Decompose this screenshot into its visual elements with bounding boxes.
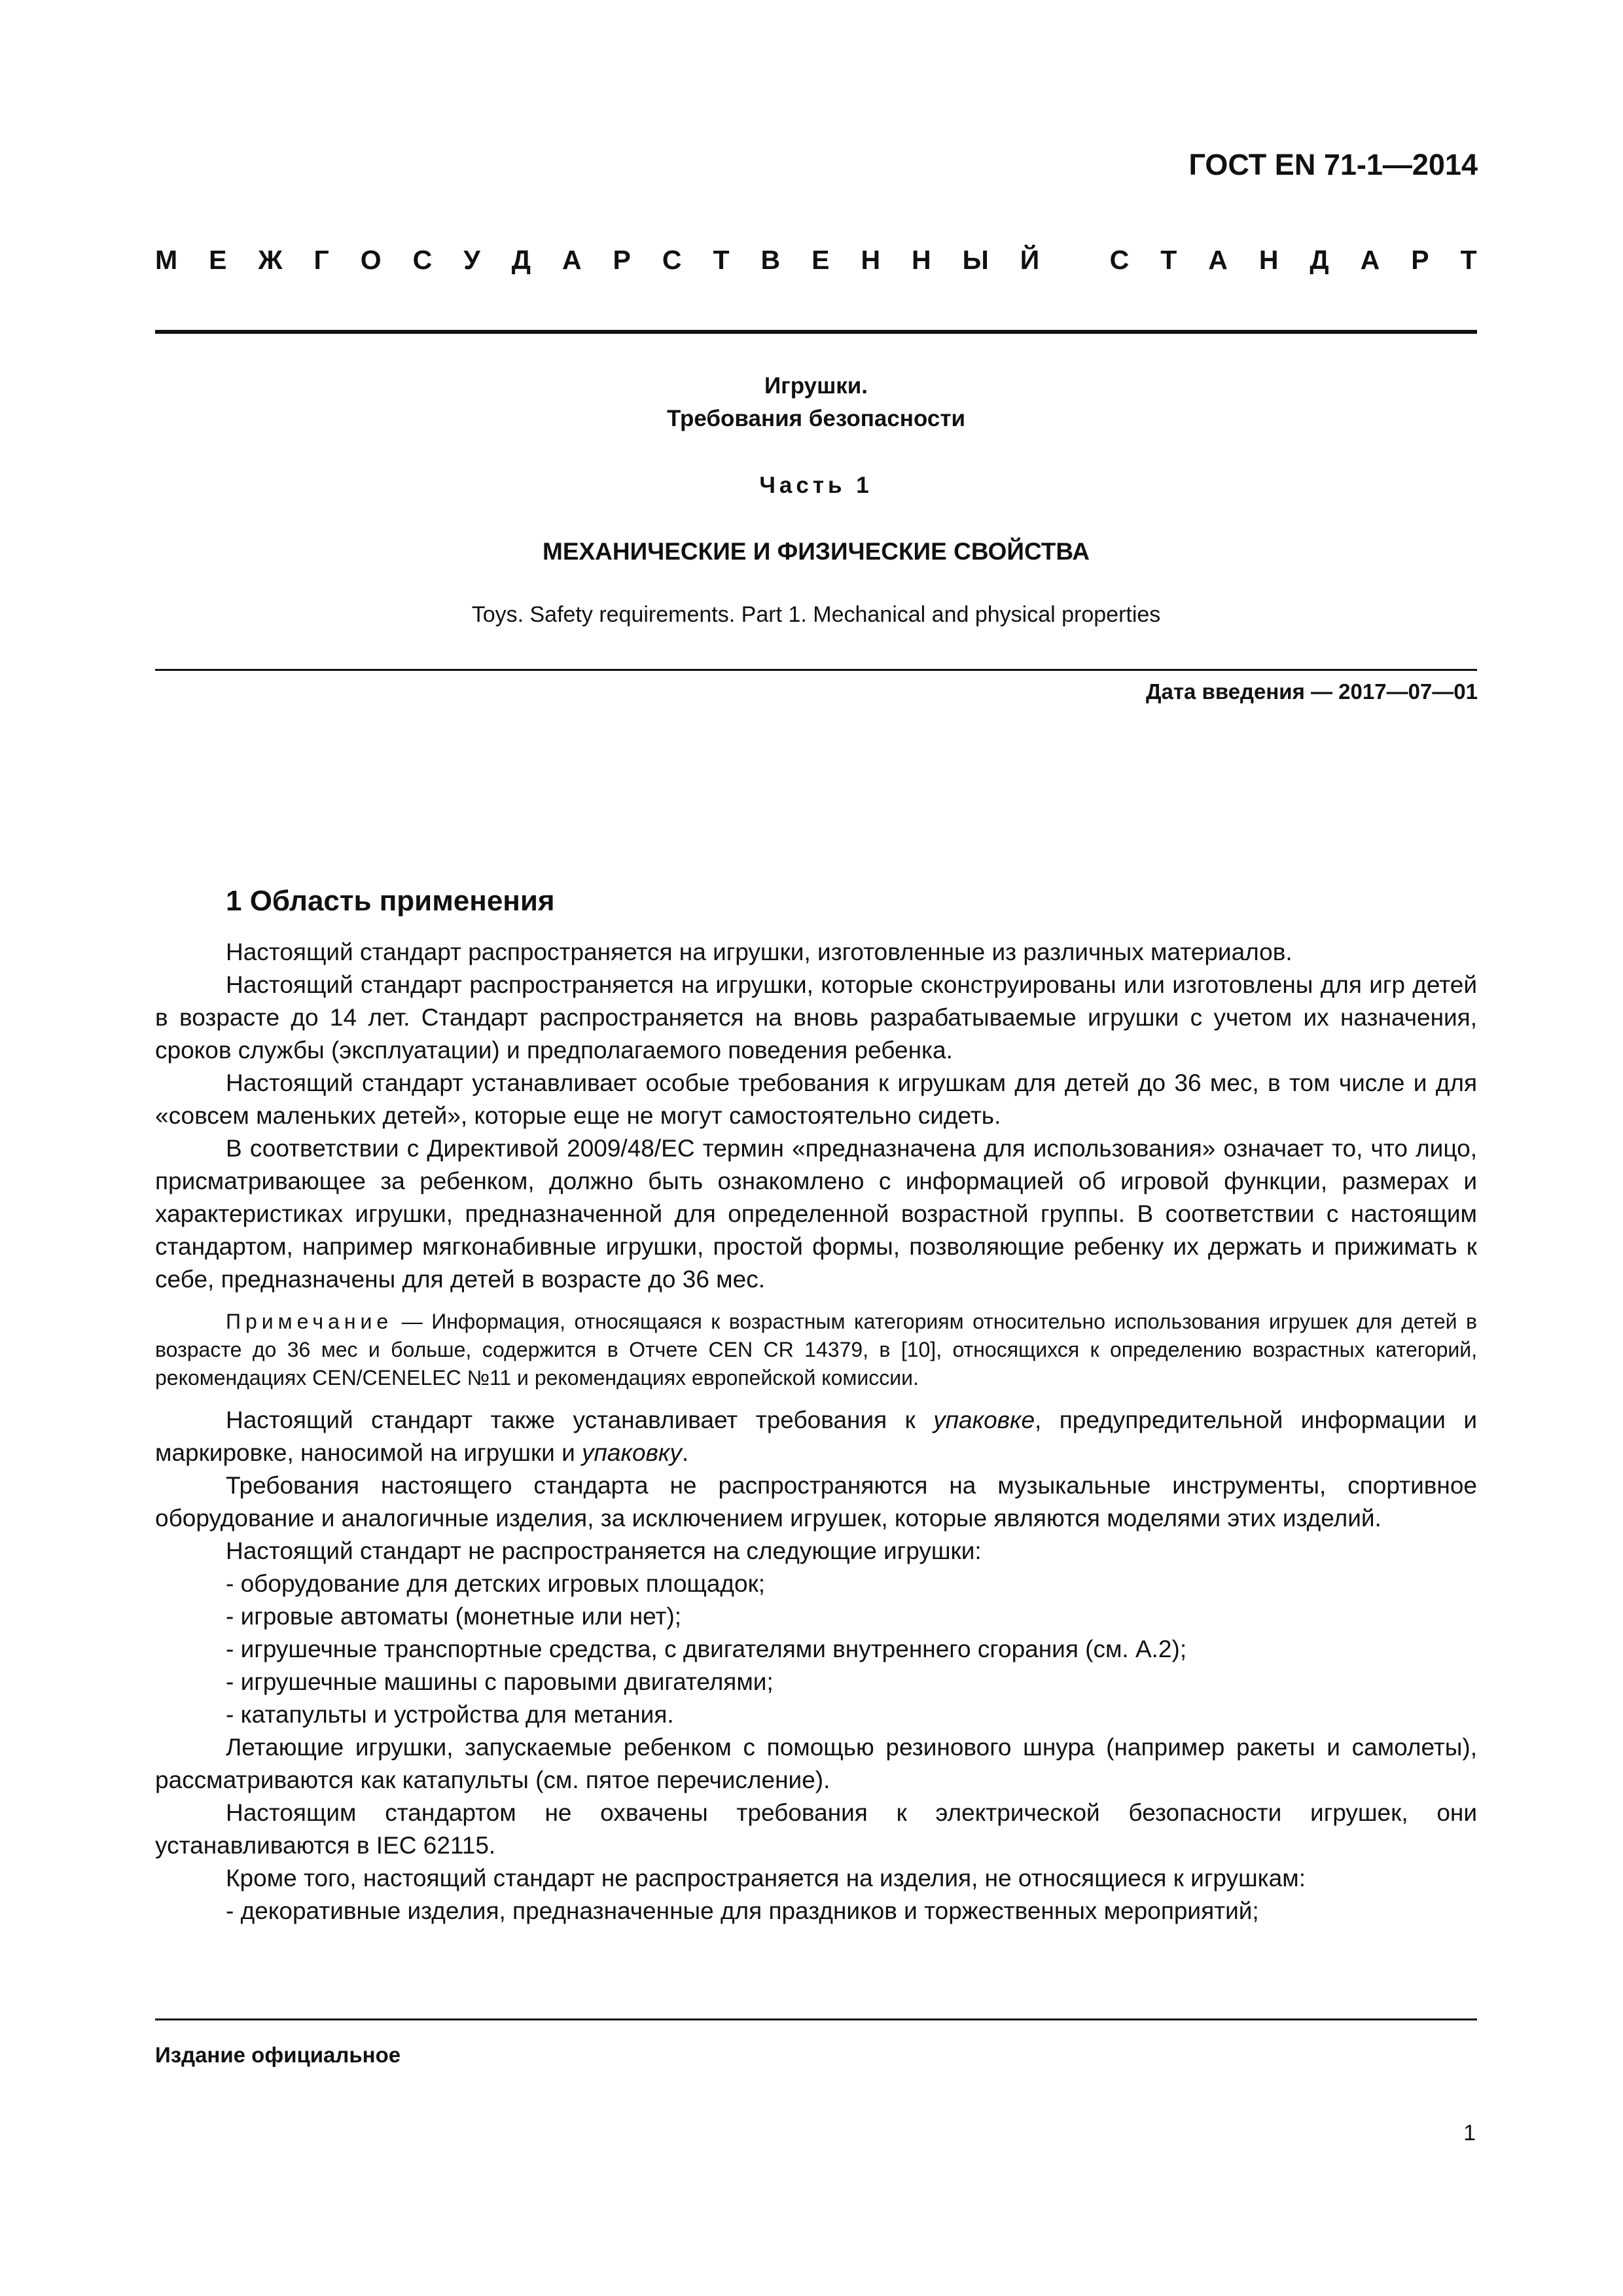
heading-letter	[1071, 245, 1078, 276]
note-text: — Информация, относящаяся к возрастным категориям относительно использования игрушек для детей в возрасте до 36 мес и больше, содержится в Отчете CEN CR 14379, в [10], относящихся к определению возрастных категорий, рекомендациях CEN/CENELEC №11 и рекомендациях европейской комиссии.	[155, 1310, 1477, 1390]
heading-letter: Н	[1258, 245, 1279, 275]
english-title: Toys. Safety requirements. Part 1. Mechanical and physical properties	[471, 602, 1161, 627]
heading-letter: Д	[511, 245, 531, 275]
heading-letter: Р	[613, 245, 631, 275]
heading-letter: У	[463, 245, 480, 275]
paragraph: Требования настоящего стандарта не распространяются на музыкальные инструменты, спортивное оборудование и аналогичные изделия, за исключением игрушек, которые являются моделями этих изделий.	[155, 1472, 1477, 1532]
list-item: - игрушечные транспортные средства, с двигателями внутреннего сгорания (см. А.2);	[226, 1636, 1187, 1662]
heading-letter: Ы	[962, 245, 989, 275]
header-divider	[155, 330, 1477, 334]
heading-letter: Д	[1310, 245, 1329, 275]
note-label: Примечание	[226, 1310, 393, 1333]
list-item: - игрушечные машины с паровыми двигателями;	[226, 1668, 774, 1695]
list-item: - катапульты и устройства для метания.	[226, 1701, 674, 1728]
heading-letter: С	[662, 245, 682, 275]
paragraph: Настоящий стандарт распространяется на игрушки, изготовленные из различных материалов.	[226, 939, 1293, 965]
introduction-date: Дата введения — 2017—07—01	[1146, 679, 1478, 704]
heading-letter: О	[360, 245, 382, 275]
heading-letter: А	[562, 245, 582, 275]
heading-letter: Р	[1411, 245, 1429, 275]
heading-letter: Т	[1160, 245, 1177, 275]
subtitle: МЕХАНИЧЕСКИЕ И ФИЗИЧЕСКИЕ СВОЙСТВА	[543, 538, 1090, 565]
italic-term: упаковку	[582, 1439, 682, 1466]
heading-letter: М	[155, 245, 178, 275]
paragraph: Настоящим стандартом не охвачены требования к электрической безопасности игрушек, они устанавливаются в IEC 62115.	[155, 1799, 1477, 1859]
list-item: - оборудование для детских игровых площадок;	[226, 1570, 766, 1597]
paragraph: Настоящий стандарт распространяется на игрушки, которые сконструированы или изготовлены для игр детей в возрасте до 14 лет. Стандарт распространяется на вновь разрабатываемые игрушки с учетом их назначения, сроков службы (эксплуатации) и предполагаемого поведения ребенка.	[155, 971, 1477, 1064]
paragraph: Кроме того, настоящий стандарт не распространяется на изделия, не относящиеся к игрушкам:	[226, 1865, 1306, 1892]
title-divider	[155, 669, 1477, 671]
section-body	[155, 936, 1477, 1928]
title-line-2: Требования безопасности	[667, 406, 965, 431]
paragraph-text: , предупредительной информации и маркировке, наносимой на игрушки и	[155, 1407, 1477, 1466]
heading-letter: Ж	[258, 245, 283, 275]
official-edition-label: Издание официальное	[155, 2043, 401, 2067]
paragraph-text: .	[681, 1439, 689, 1466]
paragraph: Летающие игрушки, запускаемые ребенком с помощью резинового шнура (например ракеты и самолеты), рассматриваются как катапульты (см. пятое перечисление).	[155, 1734, 1477, 1793]
heading-letter: С	[1109, 245, 1130, 275]
heading-letter: Н	[912, 245, 931, 275]
heading-letter: Т	[713, 245, 730, 275]
heading-letter: Е	[209, 245, 227, 275]
interstate-standard-heading	[155, 245, 1477, 276]
page-number: 1	[1463, 2121, 1476, 2145]
paragraph: Настоящий стандарт не распространяется на следующие игрушки:	[226, 1537, 982, 1564]
note	[155, 1308, 1477, 1392]
heading-letter: А	[1208, 245, 1228, 275]
italic-term: упаковке	[933, 1407, 1035, 1433]
paragraph-text: Настоящий стандарт также устанавливает требования к	[226, 1407, 934, 1433]
paragraph: Настоящий стандарт устанавливает особые требования к игрушкам для детей до 36 мес, в том числе и для «совсем маленьких детей», которые еще не могут самостоятельно сидеть.	[155, 1069, 1477, 1129]
footer-divider	[155, 2018, 1477, 2020]
part-label: Часть 1	[759, 473, 873, 498]
heading-letter: Г	[313, 245, 329, 275]
heading-letter: В	[760, 245, 781, 275]
heading-letter: С	[412, 245, 433, 275]
paragraph	[155, 1404, 1477, 1469]
heading-letter: Е	[812, 245, 830, 275]
section-title: 1 Область применения	[226, 885, 555, 917]
heading-letter: Н	[861, 245, 881, 275]
heading-letter: Т	[1460, 245, 1477, 275]
heading-letter: А	[1360, 245, 1380, 275]
heading-letter: Й	[1020, 245, 1040, 275]
list-item: - игровые автоматы (монетные или нет);	[226, 1603, 682, 1630]
paragraph: В соответствии с Директивой 2009/48/ЕС термин «предназначена для использования» означает то, что лицо, присматривающее за ребенком, должно быть ознакомлено с информацией об игровой функции, размерах и характеристиках игрушки, предназначенной для определенной возрастной группы. В соответствии с настоящим стандартом, например мягконабивные игрушки, простой формы, позволяющие ребенку их держать и прижимать к себе, предназначены для детей в возрасте до 36 мес.	[155, 1135, 1477, 1293]
standard-code: ГОСТ EN 71-1—2014	[1188, 148, 1478, 181]
title-line-1: Игрушки.	[764, 373, 868, 399]
list-item: - декоративные изделия, предназначенные для праздников и торжественных мероприятий;	[226, 1897, 1259, 1924]
